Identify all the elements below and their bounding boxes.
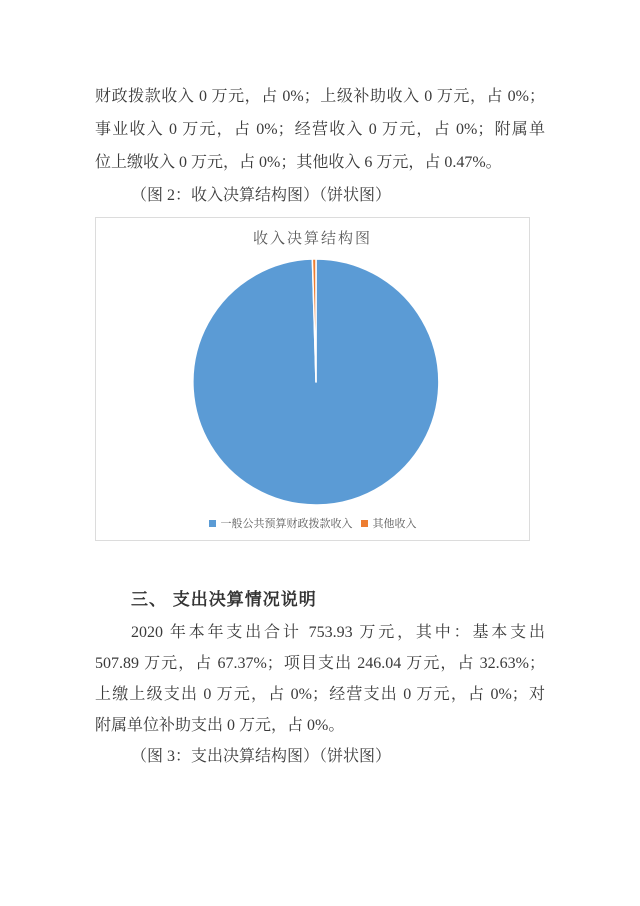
legend-label: 一般公共预算财政拨款收入: [220, 518, 353, 530]
legend-item: [209, 515, 353, 531]
legend-swatch-icon: [209, 520, 216, 527]
paragraph-line: 位上缴收入 0 万元，占 0%；其他收入 6 万元，占 0.47%。: [95, 154, 502, 171]
paragraph-line: 2020 年本年支出合计 753.93 万元，其中：基本支出: [131, 624, 545, 641]
expenditure-paragraph: [95, 617, 545, 772]
chart-legend: [96, 515, 529, 531]
paragraph-line: 上缴上级支出 0 万元，占 0%；经营支出 0 万元，占 0%；对: [95, 686, 545, 703]
paragraph-line: 附属单位补助支出 0 万元，占 0%。: [95, 717, 345, 734]
legend-label: 其他收入: [372, 518, 417, 530]
figure-caption: （图 2：收入决算结构图）（饼状图）: [131, 187, 392, 204]
paragraph-line: 507.89 万元，占 67.37%；项目支出 246.04 万元，占 32.63%；: [95, 655, 545, 672]
revenue-pie-chart-figure: [95, 217, 530, 541]
revenue-paragraph: [95, 80, 545, 212]
section-heading: 三、 支出决算情况说明: [131, 590, 317, 609]
legend-swatch-icon: [361, 520, 368, 527]
paragraph-line: 财政拨款收入 0 万元，占 0%；上级补助收入 0 万元，占 0%；: [95, 88, 545, 105]
paragraph-line: 事业收入 0 万元，占 0%；经营收入 0 万元，占 0%；附属单: [95, 121, 545, 138]
pie-plot: [96, 238, 529, 508]
legend-item: [361, 515, 417, 531]
figure-caption: （图 3：支出决算结构图）（饼状图）: [131, 748, 392, 765]
chart-title: 收入决算结构图: [252, 230, 372, 247]
